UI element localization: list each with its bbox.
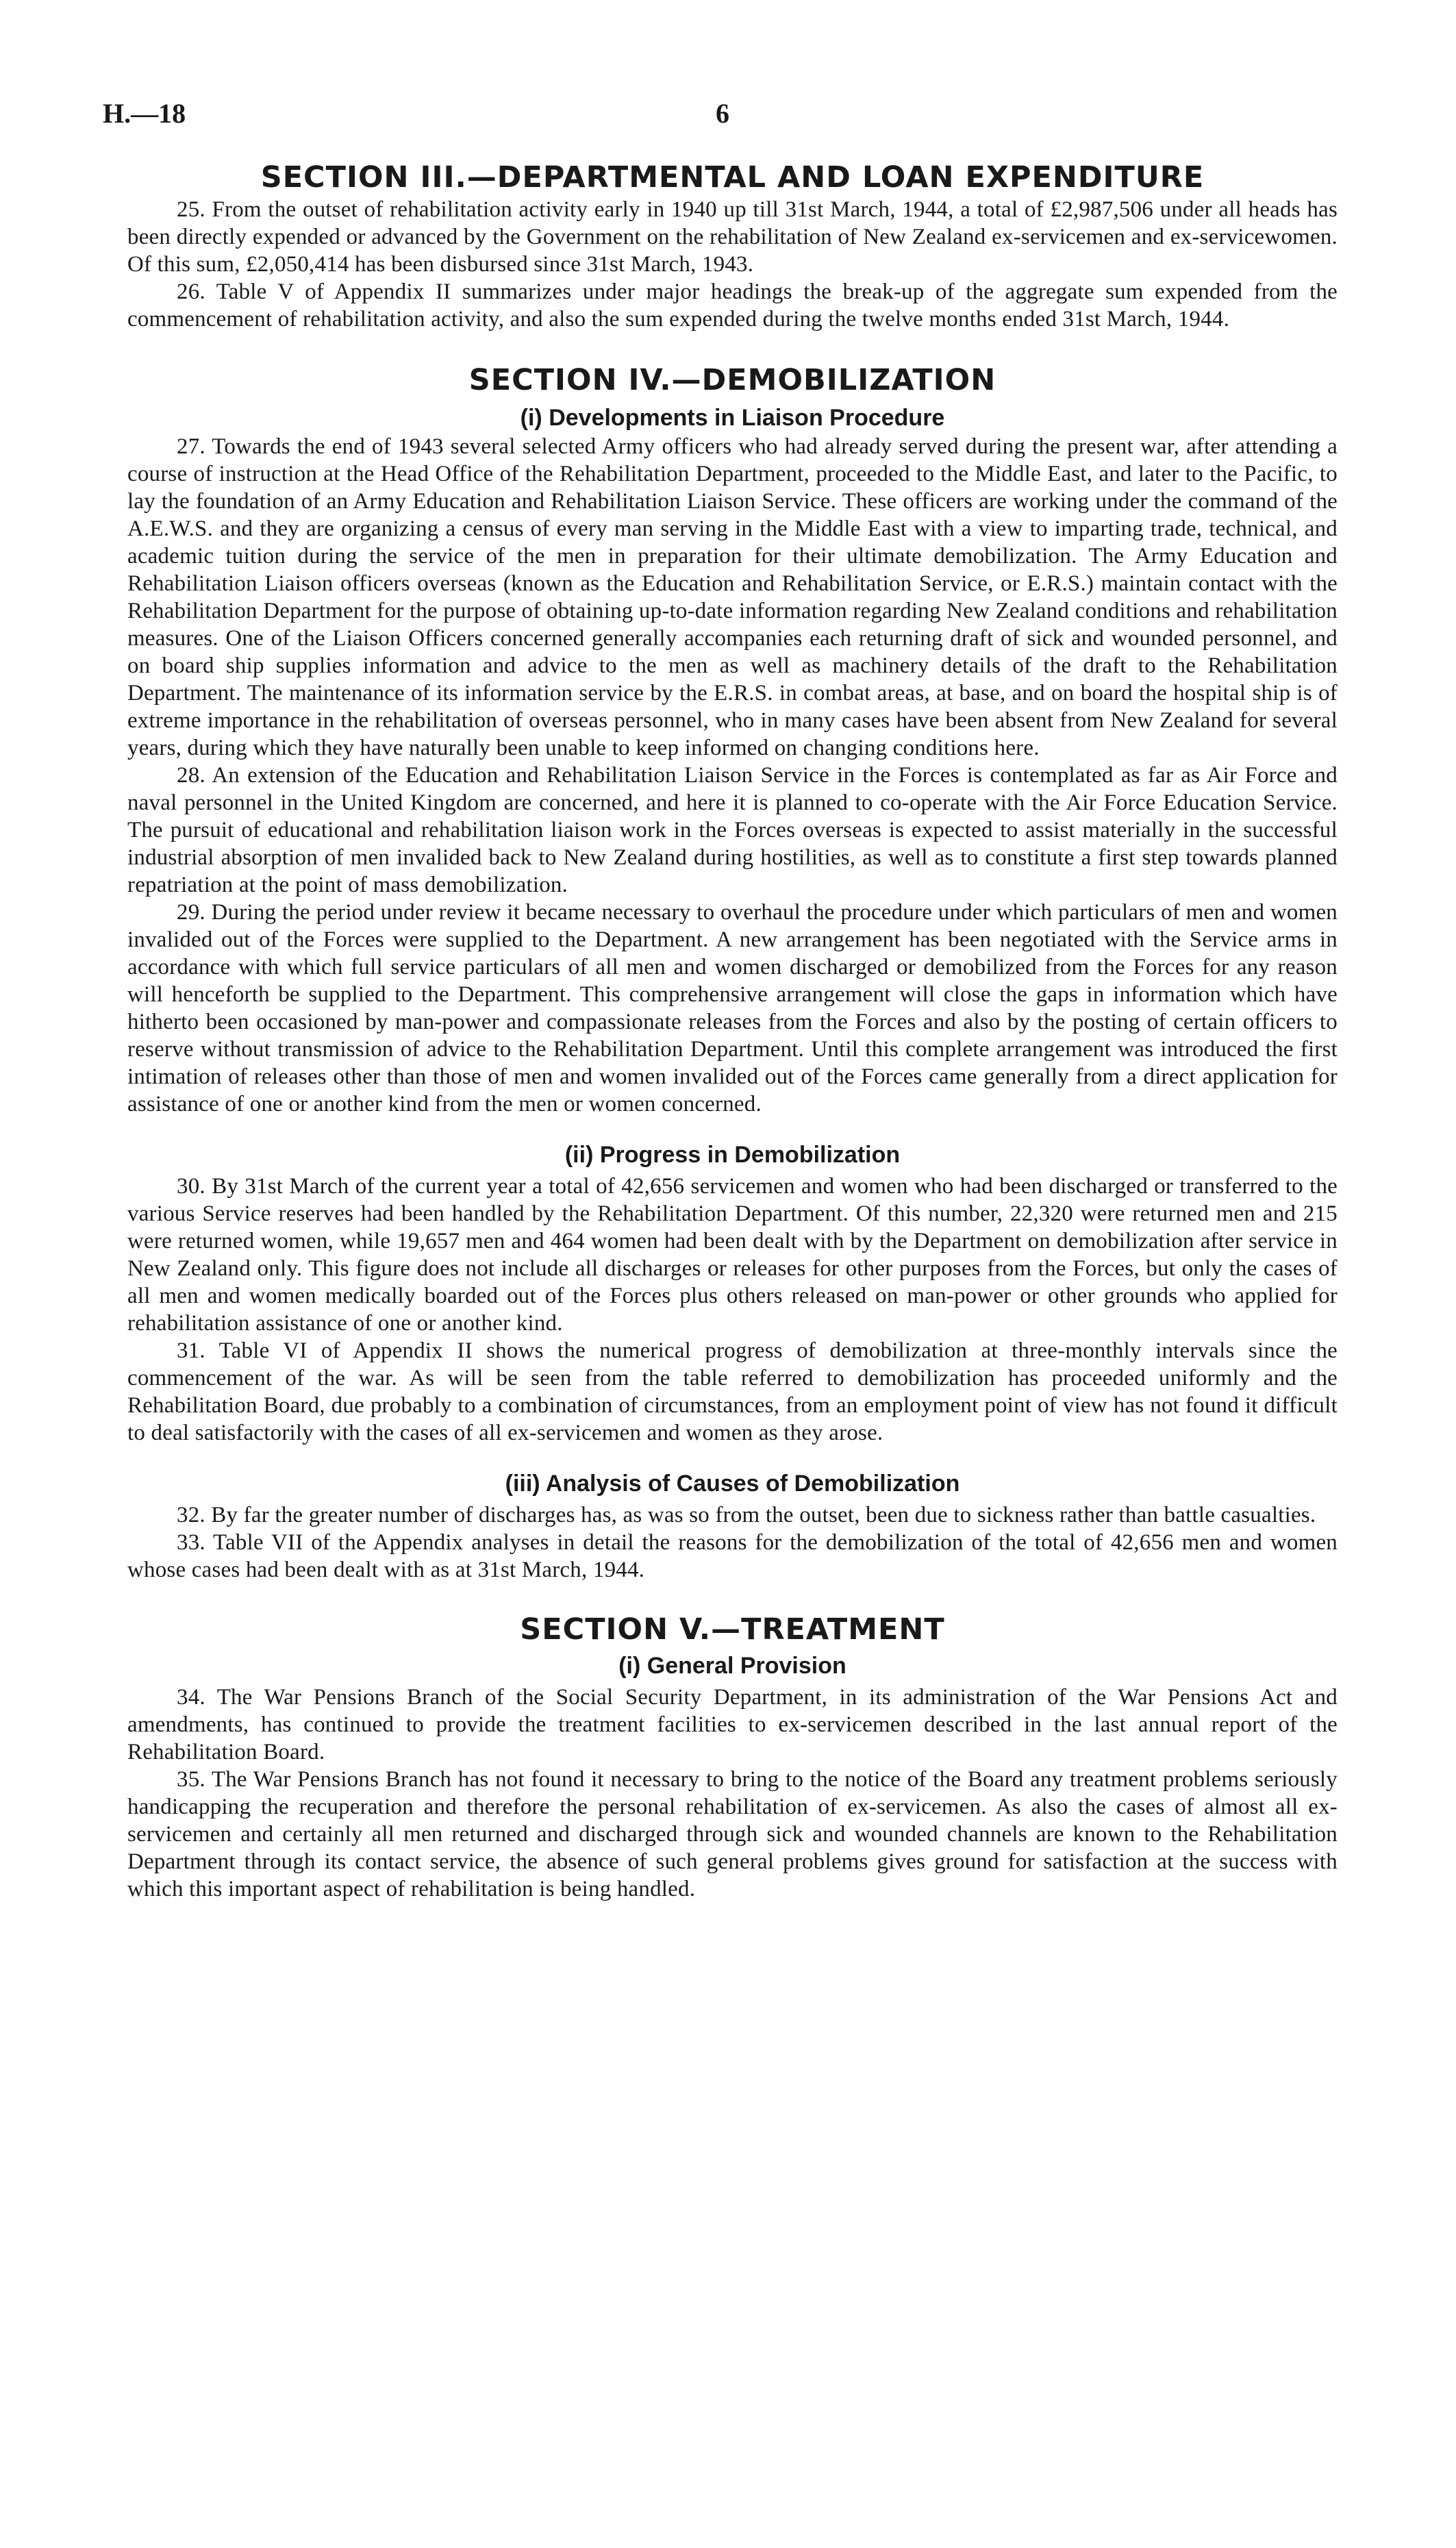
section-4-title: SECTION IV.—DEMOBILIZATION (468, 363, 996, 397)
paragraph-27: 27. Towards the end of 1943 several selected Army officers who had already served during the present war, after attending a course of instruction at the Head Office of the Rehabilitation Department, proceeded to the Middle East, and later to the Pacific, to lay the foundation of an Army Education and Rehabilitation Liaison Service. These officers are working under the command of the A.E.W.S. and they are organizing a census of every man serving in the Middle East with a view to imparting trade, technical, and academic tuition during the service of the men in preparation for their ultimate demobilization. The Army Education and Rehabilitation Liaison officers overseas (known as the Education and Rehabilitation Service, or E.R.S.) maintain contact with the Rehabilitation Department for the purpose of obtaining up-to-date information regarding New Zealand conditions and rehabilitation measures. One of the Liaison Officers concerned generally accompanies each returning draft of sick and wounded personnel, and on board ship supplies information and advice to the men as well as machinery details of the draft to the Rehabilitation Department. The maintenance of its information service by the E.R.S. in combat areas, at base, and on board the hospital ship is of extreme importance in the rehabilitation of overseas personnel, who in many cases have been absent from New Zealand for several years, during which they have naturally been unable to keep informed on changing conditions here. (127, 434, 1338, 760)
paragraph-35: 35. The War Pensions Branch has not found it necessary to bring to the notice of the Board any treatment problems seriously handicapping the recuperation and therefore the personal rehabilitation of ex-servicemen. As also the cases of almost all ex-servicemen and certainly all men returned and discharged through sick and wounded channels are known to the Rehabilitation Department through its contact service, the absence of such general problems gives ground for satisfaction at the success with which this important aspect of rehabilitation is being handled. (127, 1767, 1338, 1901)
subsection-general-provision-heading: (i) General Provision (618, 1653, 846, 1679)
document-reference: H.—18 (103, 98, 186, 129)
paragraph-29: 29. During the period under review it became necessary to overhaul the procedure under which particulars of men and women invalided out of the Forces were supplied to the Department. A new arrangement has been negotiated with the Service arms in accordance with which full service particulars of all men and women discharged or demobilized from the Forces for any reason will henceforth be supplied to the Department. This comprehensive arrangement will close the gaps in information which have hitherto been occasioned by man-power and compassionate releases from the Forces and also by the posting of certain officers to reserve without transmission of advice to the Rehabilitation Department. Until this complete arrangement was introduced the first intimation of releases other than those of men and women invalided out of the Forces came generally from a direct application for assistance of one or another kind from the men or women concerned. (127, 900, 1338, 1116)
section-5-title: SECTION V.—TREATMENT (520, 1612, 945, 1647)
subsection-causes-heading: (iii) Analysis of Causes of Demobilization (505, 1471, 960, 1497)
paragraph-31: 31. Table VI of Appendix II shows the numerical progress of demobilization at three-monthly intervals since the commencement of the war. As will be seen from the table referred to demobilization has proceeded uniformly and the Rehabilitation Board, due probably to a combination of circumstances, from an employment point of view has not found it difficult to deal satisfactorily with the cases of all ex-servicemen and women as they arose. (127, 1338, 1338, 1445)
page-number: 6 (716, 98, 729, 129)
paragraph-26: 26. Table V of Appendix II summarizes under major headings the break-up of the aggregate sum expended from the commencement of rehabilitation activity, and also the sum expended during the twelve months ended 31st March, 1944. (127, 279, 1338, 332)
subsection-progress-heading: (ii) Progress in Demobilization (564, 1142, 901, 1168)
page-header (103, 97, 1353, 138)
page-body (127, 159, 1338, 1903)
paragraph-25: 25. From the outset of rehabilitation activity early in 1940 up till 31st March, 1944, a total of £2,987,506 under all heads has been directly expended or advanced by the Government on the rehabilitation of New Zealand ex-servicemen and ex-servicewomen. Of this sum, £2,050,414 has been disbursed since 31st March, 1943. (127, 197, 1338, 277)
subsection-liaison-heading: (i) Developments in Liaison Procedure (520, 405, 945, 431)
paragraph-34: 34. The War Pensions Branch of the Social Security Department, in its administration of the War Pensions Act and amendments, has continued to provide the treatment facilities to ex-servicemen described in the last annual report of the Rehabilitation Board. (127, 1685, 1338, 1764)
paragraph-30: 30. By 31st March of the current year a total of 42,656 servicemen and women who had been discharged or transferred to the various Service reserves had been handled by the Rehabilitation Department. Of this number, 22,320 were returned men and 215 were returned women, while 19,657 men and 464 women had been dealt with by the Department on demobilization after service in New Zealand only. This figure does not include all discharges or releases for other purposes from the Forces, but only the cases of all men and women medically boarded out of the Forces plus others released on man-power or other grounds who applied for rehabilitation assistance of one or another kind. (127, 1174, 1338, 1336)
paragraph-32: 32. By far the greater number of discharges has, as was so from the outset, been due to sickness rather than battle casualties. (177, 1503, 1316, 1527)
paragraph-33: 33. Table VII of the Appendix analyses in detail the reasons for the demobilization of the total of 42,656 men and women whose cases had been dealt with as at 31st March, 1944. (127, 1530, 1338, 1582)
section-3-title: SECTION III.—DEPARTMENTAL AND LOAN EXPENDITURE (260, 160, 1205, 195)
paragraph-28: 28. An extension of the Education and Rehabilitation Liaison Service in the Forces is contemplated as far as Air Force and naval personnel in the United Kingdom are concerned, and here it is planned to co-operate with the Air Force Education Service. The pursuit of educational and rehabilitation liaison work in the Forces overseas is expected to assist materially in the successful industrial absorption of men invalided back to New Zealand during hostilities, as well as to constitute a first step towards planned repatriation at the point of mass demobilization. (127, 763, 1338, 897)
